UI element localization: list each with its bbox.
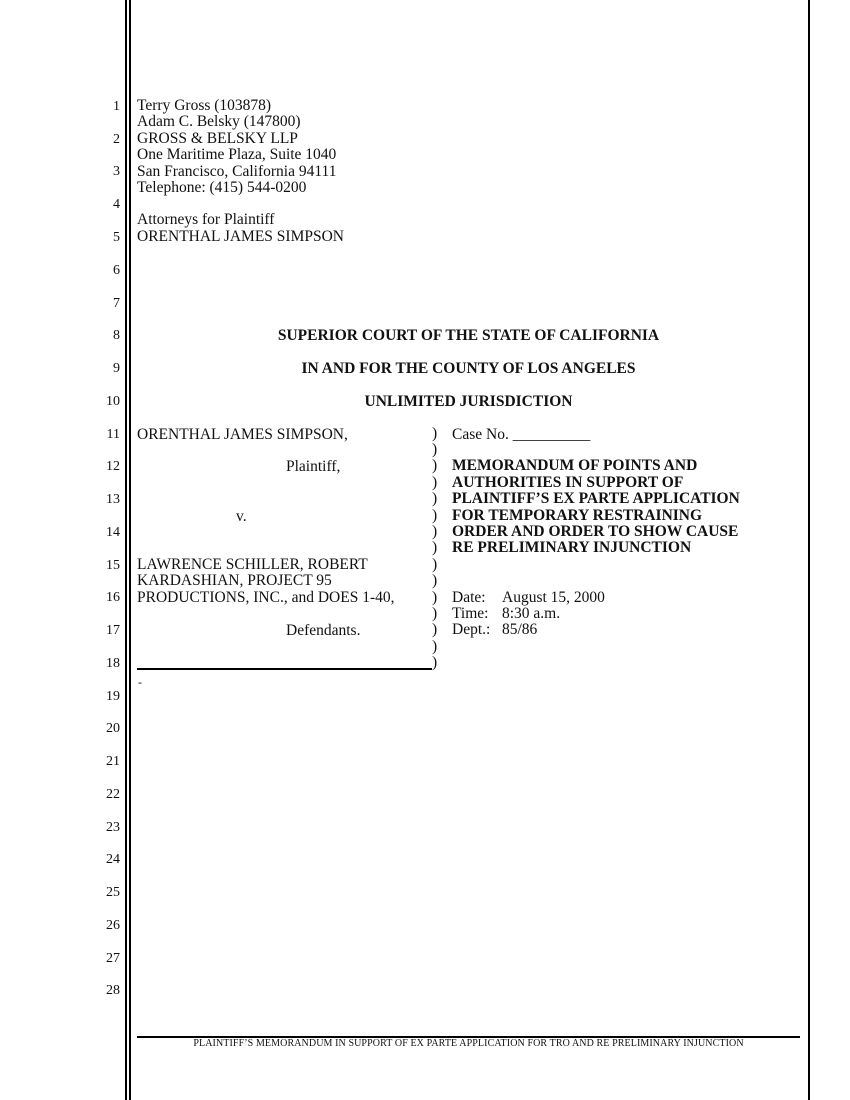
caption-paren: ) (432, 572, 438, 589)
line-number: 26 (106, 918, 120, 933)
firm-address-line: San Francisco, California 94111 (137, 163, 337, 180)
court-jurisdiction: UNLIMITED JURISDICTION (364, 393, 573, 410)
hearing-dept-label: Dept.: (452, 621, 491, 638)
caption-paren: ) (432, 425, 438, 442)
attorney-line: Terry Gross (103878) (137, 97, 272, 114)
left-margin-rule-outer (125, 0, 127, 1100)
caption-paren: ) (432, 621, 438, 638)
case-number: Case No. __________ (452, 426, 591, 443)
plaintiff-label: Plaintiff, (286, 458, 341, 475)
line-number: 10 (106, 394, 120, 409)
versus: v. (236, 508, 247, 525)
line-number: 16 (106, 590, 120, 605)
court-title: SUPERIOR COURT OF THE STATE OF CALIFORNIA (277, 327, 660, 344)
firm-telephone: Telephone: (415) 544-0200 (137, 179, 307, 196)
stray-mark: - (138, 675, 142, 689)
caption-paren: ) (432, 457, 438, 474)
line-number: 6 (113, 263, 120, 278)
line-number: 7 (113, 296, 120, 311)
line-number: 24 (106, 852, 120, 867)
caption-underline (137, 668, 432, 670)
hearing-time-label: Time: (452, 605, 489, 622)
defendants-label: Defendants. (286, 622, 361, 639)
caption-paren: ) (432, 507, 438, 524)
line-number: 9 (113, 361, 120, 376)
line-number: 20 (106, 721, 120, 736)
defendants-line: KARDASHIAN, PROJECT 95 (137, 572, 332, 589)
caption-paren: ) (432, 523, 438, 540)
document-title-line: PLAINTIFF’S EX PARTE APPLICATION (452, 490, 740, 507)
document-title-line: MEMORANDUM OF POINTS AND (452, 457, 698, 474)
line-number: 2 (113, 132, 120, 147)
attorney-line: Adam C. Belsky (147800) (137, 113, 301, 130)
hearing-date-value: August 15, 2000 (502, 589, 605, 606)
line-number: 13 (106, 492, 120, 507)
hearing-time-value: 8:30 a.m. (502, 605, 561, 622)
caption-paren: ) (432, 441, 438, 458)
caption-paren: ) (432, 490, 438, 507)
line-number: 15 (106, 558, 120, 573)
hearing-dept-value: 85/86 (502, 621, 538, 638)
line-number: 28 (106, 983, 120, 998)
line-number: 5 (113, 230, 120, 245)
attorneys-for-label: Attorneys for Plaintiff (137, 211, 275, 228)
caption-paren: ) (432, 638, 438, 655)
line-number: 8 (113, 328, 120, 343)
line-number: 3 (113, 164, 120, 179)
defendants-line: PRODUCTIONS, INC., and DOES 1-40, (137, 589, 395, 606)
line-number: 25 (106, 885, 120, 900)
firm-name: GROSS & BELSKY LLP (137, 130, 298, 147)
line-number: 18 (106, 656, 120, 671)
line-number: 21 (106, 754, 120, 769)
right-margin-rule (808, 0, 810, 1100)
caption-paren: ) (432, 589, 438, 606)
line-number: 12 (106, 459, 120, 474)
document-title-line: FOR TEMPORARY RESTRAINING (452, 507, 703, 524)
firm-address-line: One Maritime Plaza, Suite 1040 (137, 146, 337, 163)
client-name: ORENTHAL JAMES SIMPSON (137, 228, 344, 245)
document-title-line: AUTHORITIES IN SUPPORT OF (452, 474, 684, 491)
caption-paren: ) (432, 605, 438, 622)
line-number: 1 (113, 99, 120, 114)
caption-paren: ) (432, 474, 438, 491)
left-margin-rule-inner (129, 0, 131, 1100)
line-number: 4 (113, 197, 120, 212)
line-number: 22 (106, 787, 120, 802)
line-number: 14 (106, 525, 120, 540)
caption-paren: ) (432, 539, 438, 556)
footer-text: PLAINTIFF’S MEMORANDUM IN SUPPORT OF EX PARTE APPLICATION FOR TRO AND RE PRELIMINARY INJUNCTION (193, 1038, 744, 1049)
line-number: 23 (106, 820, 120, 835)
court-county: IN AND FOR THE COUNTY OF LOS ANGELES (301, 360, 636, 377)
plaintiff-name: ORENTHAL JAMES SIMPSON, (137, 426, 348, 443)
line-number: 19 (106, 689, 120, 704)
line-number: 17 (106, 623, 120, 638)
hearing-date-label: Date: (452, 589, 486, 606)
defendants-line: LAWRENCE SCHILLER, ROBERT (137, 556, 368, 573)
document-title-line: ORDER AND ORDER TO SHOW CAUSE (452, 523, 739, 540)
caption-paren: ) (432, 556, 438, 573)
line-number: 27 (106, 951, 120, 966)
document-title-line: RE PRELIMINARY INJUNCTION (452, 539, 692, 556)
caption-paren: ) (432, 654, 438, 671)
line-number: 11 (106, 427, 120, 442)
